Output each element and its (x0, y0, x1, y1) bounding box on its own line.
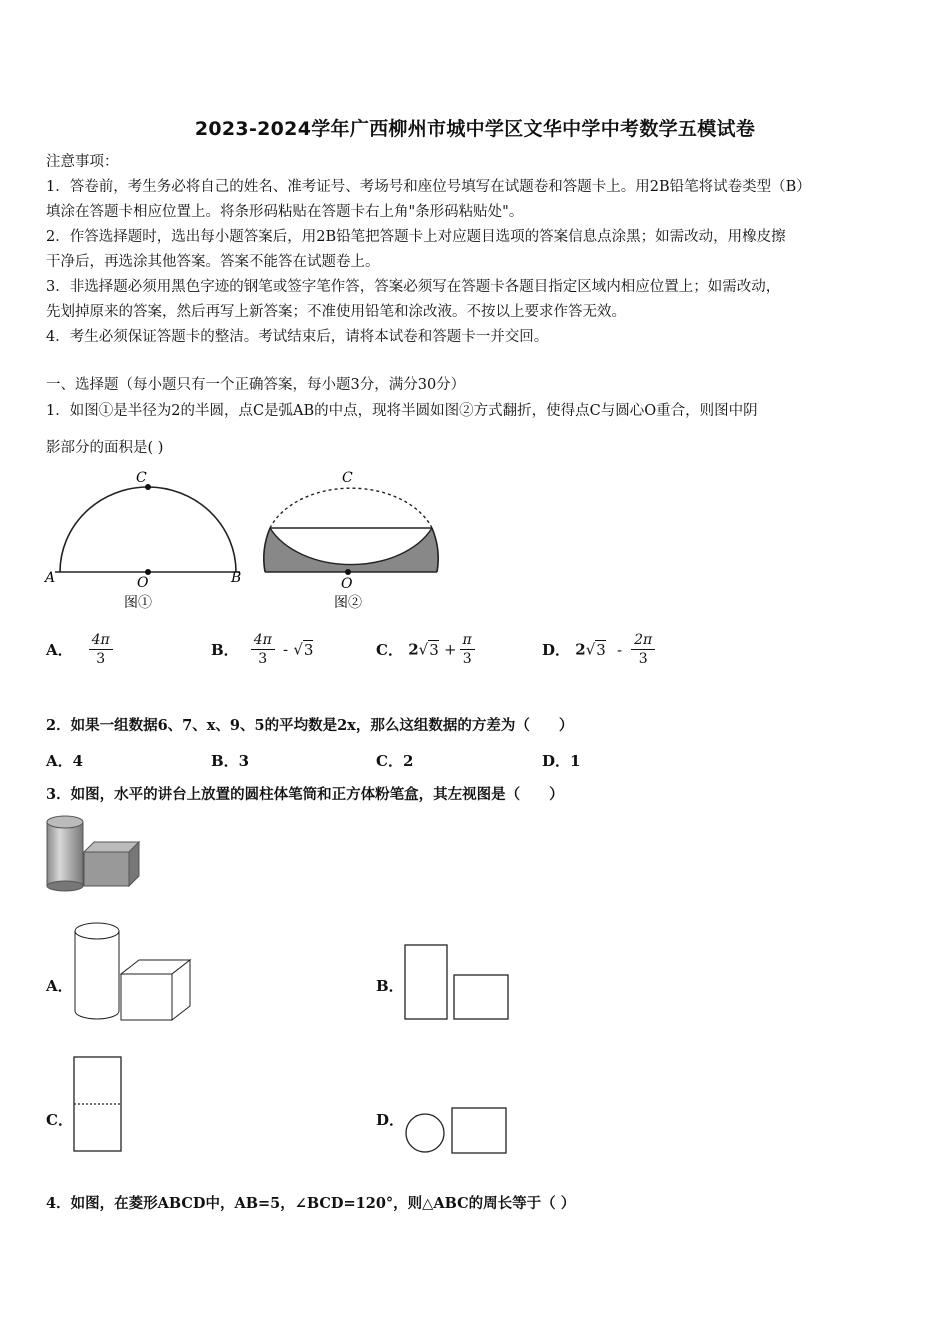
notice-line: 1．答卷前，考生务必将自己的姓名、准考证号、考场号和座位号填写在试题卷和答题卡上。用2B铅笔将试卷类型（B） (46, 179, 811, 195)
label-C: C (136, 470, 147, 486)
q2-option-c[interactable]: C．2 (376, 752, 414, 770)
figure-1-caption: 图① (124, 595, 152, 611)
label-A: A (45, 570, 56, 586)
figure-2 (264, 470, 438, 611)
q3-option-a-figure (70, 920, 194, 1024)
label-B: B (231, 570, 242, 586)
label-O: O (341, 576, 353, 592)
q1-text-cont: 影部分的面积是( ) (46, 440, 164, 456)
notice-line: 2．作答选择题时，选出每小题答案后，用2B铅笔把答题卡上对应题目选项的答案信息点涂黑；如需改动，用橡皮擦 (46, 229, 786, 245)
label-C: C (342, 470, 353, 486)
notice-line: 3．非选择题必须用黑色字迹的钢笔或签字笔作答，答案必须写在答题卡各题目指定区域内相应位置上；如需改动， (46, 279, 781, 295)
q2-option-a[interactable]: A．4 (46, 752, 84, 770)
q3-option-b-figure (400, 940, 512, 1024)
q1-option-d[interactable]: D． 2√3 - $\frac{2\pi}{3}$ (542, 632, 658, 667)
q1-option-b[interactable]: B． $\frac{4\pi}{3}$ - √3 (211, 632, 314, 667)
q3-option-d-figure (400, 1103, 512, 1157)
figure-2-caption: 图② (334, 595, 362, 611)
label-O: O (137, 575, 149, 591)
q3-option-d[interactable]: D． (376, 1111, 405, 1129)
q1-option-c[interactable]: C． 2√3 + $\frac{\pi}{3}$ (376, 632, 478, 667)
q3-option-c[interactable]: C． (46, 1111, 73, 1129)
q3-scene-image (44, 812, 144, 894)
notice-heading: 注意事项： (46, 154, 119, 170)
notice-line: 4．考生必须保证答题卡的整洁。考试结束后，请将本试卷和答题卡一并交回。 (46, 329, 549, 345)
q1-figures (40, 465, 460, 615)
page-title: 2023-2024学年广西柳州市城中学区文华中学中考数学五模试卷 (194, 118, 756, 140)
q1-option-a[interactable]: A． $\frac{4\pi}{3}$ (46, 632, 116, 667)
q3-option-c-figure (70, 1053, 126, 1155)
q3-text: 3．如图，水平的讲台上放置的圆柱体笔筒和正方体粉笔盒，其左视图是（ ） (46, 786, 564, 803)
q4-text: 4．如图，在菱形ABCD中，AB=5，∠BCD=120°，则△ABC的周长等于（ ） (46, 1195, 576, 1212)
q1-text: 1．如图①是半径为2的半圆，点C是弧AB的中点，现将半圆如图②方式翻折，使得点C与圆心O重合，则图中阴 (46, 403, 758, 419)
q3-option-b[interactable]: B． (376, 977, 404, 995)
notice-line: 干净后，再选涂其他答案。答案不能答在试题卷上。 (46, 254, 380, 270)
q2-option-d[interactable]: D．1 (542, 752, 581, 770)
notice-line: 先划掉原来的答案，然后再写上新答案；不准使用铅笔和涂改液。不按以上要求作答无效。 (46, 304, 626, 320)
notice-line: 填涂在答题卡相应位置上。将条形码粘贴在答题卡右上角"条形码粘贴处"。 (46, 204, 524, 220)
q2-option-b[interactable]: B．3 (211, 752, 250, 770)
section-heading: 一、选择题（每小题只有一个正确答案，每小题3分，满分30分） (46, 377, 466, 393)
q3-option-a[interactable]: A． (46, 977, 73, 995)
figure-1 (43, 470, 241, 611)
q2-text: 2．如果一组数据6、7、x、9、5的平均数是2x，那么这组数据的方差为（ ） (46, 717, 574, 734)
